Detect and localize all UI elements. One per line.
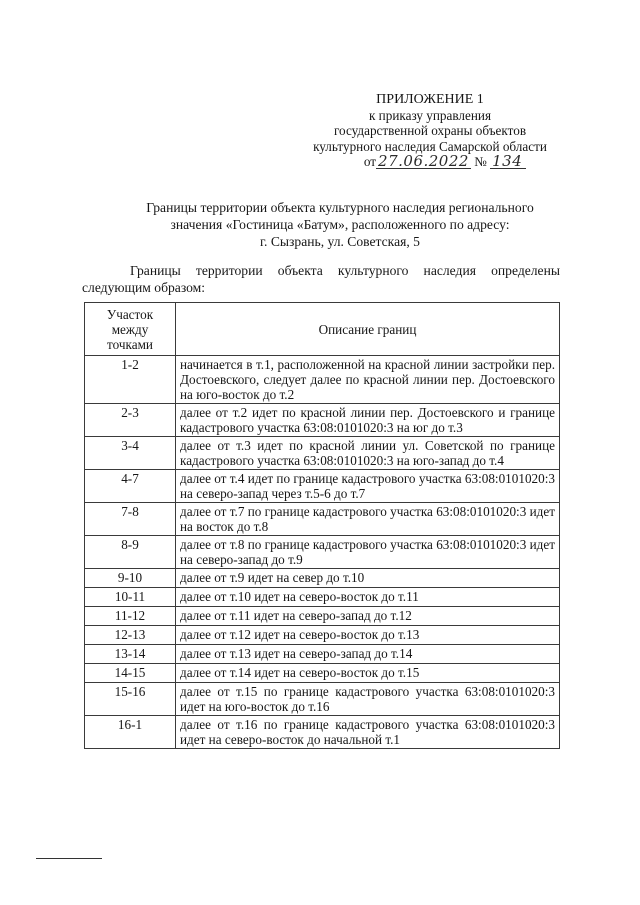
- segment-cell: 14-15: [85, 664, 176, 683]
- table-row: [85, 588, 560, 607]
- segment-cell: 4-7: [85, 470, 176, 503]
- table-row: [85, 645, 560, 664]
- segment-cell: 11-12: [85, 607, 176, 626]
- description-cell: далее от т.3 идет по красной линии ул. Советской по границе кадастрового участка 63:08:0101020:3 на юго-запад до т.4: [176, 437, 560, 470]
- appendix-title: ПРИЛОЖЕНИЕ 1: [376, 92, 484, 107]
- title-line-2: значения «Гостиница «Батум», расположенного по адресу:: [170, 217, 510, 232]
- description-cell: далее от т.14 идет на северо-восток до т.15: [176, 664, 560, 683]
- table-row: [85, 607, 560, 626]
- description-cell: далее от т.10 идет на северо-восток до т.11: [176, 588, 560, 607]
- table-row: [85, 626, 560, 645]
- description-cell: далее от т.16 по границе кадастрового участка 63:08:0101020:3 идет на северо-восток до начальной т.1: [176, 716, 560, 749]
- segment-cell: 10-11: [85, 588, 176, 607]
- order-line-1: к приказу управления: [368, 107, 492, 123]
- table-row: [85, 356, 560, 404]
- table-row: [85, 437, 560, 470]
- title-line-1: Границы территории объекта культурного наследия регионального: [146, 200, 534, 215]
- segment-cell: 12-13: [85, 626, 176, 645]
- description-cell: далее от т.11 идет на северо-запад до т.12: [176, 607, 560, 626]
- description-cell: начинается в т.1, расположенной на красной линии застройки пер. Достоевского, следует далее по красной линии пер. Достоевского на юго-восток до т.2: [176, 356, 560, 404]
- table-body: [85, 356, 560, 749]
- appendix-header: [270, 92, 590, 170]
- order-line-3: культурного наследия Самарской области: [313, 138, 547, 154]
- table-row: [85, 536, 560, 569]
- table-row: [85, 683, 560, 716]
- description-cell: далее от т.4 идет по границе кадастрового участка 63:08:0101020:3 на северо-запад через т.5-6 до т.7: [176, 470, 560, 503]
- order-line-2: государственной охраны объектов: [333, 123, 527, 138]
- date-prefix: от: [363, 154, 377, 169]
- table-row: [85, 503, 560, 536]
- segment-cell: 9-10: [85, 569, 176, 588]
- table-header-row: [85, 303, 560, 356]
- segment-cell: 8-9: [85, 536, 176, 569]
- description-cell: далее от т.15 по границе кадастрового участка 63:08:0101020:3 идет на юго-восток до т.16: [176, 683, 560, 716]
- handwritten-date: 27.06.2022: [378, 152, 469, 170]
- table-row: [85, 716, 560, 749]
- description-cell: далее от т.7 по границе кадастрового участка 63:08:0101020:3 идет на восток до т.8: [176, 503, 560, 536]
- handwritten-number: 134: [490, 154, 526, 169]
- footer-rule: [36, 858, 102, 859]
- column-header-description: Описание границ: [176, 303, 560, 356]
- order-date-number: [300, 154, 590, 170]
- segment-cell: 2-3: [85, 404, 176, 437]
- table-row: [85, 569, 560, 588]
- description-cell: далее от т.2 идет по красной линии пер. Достоевского и границе кадастрового участка 63:08:0101020:3 на юг до т.3: [176, 404, 560, 437]
- table-row: [85, 404, 560, 437]
- description-cell: далее от т.9 идет на север до т.10: [176, 569, 560, 588]
- segment-cell: 13-14: [85, 645, 176, 664]
- segment-cell: 15-16: [85, 683, 176, 716]
- document-title: [60, 199, 620, 250]
- table-row: [85, 470, 560, 503]
- description-cell: далее от т.13 идет на северо-запад до т.14: [176, 645, 560, 664]
- column-header-segment: Участок между точками: [85, 303, 176, 356]
- segment-cell: 7-8: [85, 503, 176, 536]
- description-cell: далее от т.8 по границе кадастрового участка 63:08:0101020:3 идет на северо-запад до т.9: [176, 536, 560, 569]
- title-line-3: г. Сызрань, ул. Советская, 5: [260, 234, 420, 249]
- segment-cell: 3-4: [85, 437, 176, 470]
- description-cell: далее от т.12 идет на северо-восток до т.13: [176, 626, 560, 645]
- segment-cell: 16-1: [85, 716, 176, 749]
- intro-paragraph: Границы территории объекта культурного наследия определены следующим образом:: [82, 263, 560, 295]
- segment-cell: 1-2: [85, 356, 176, 404]
- number-prefix: №: [474, 154, 487, 169]
- table-row: [85, 664, 560, 683]
- boundary-table: [84, 302, 560, 749]
